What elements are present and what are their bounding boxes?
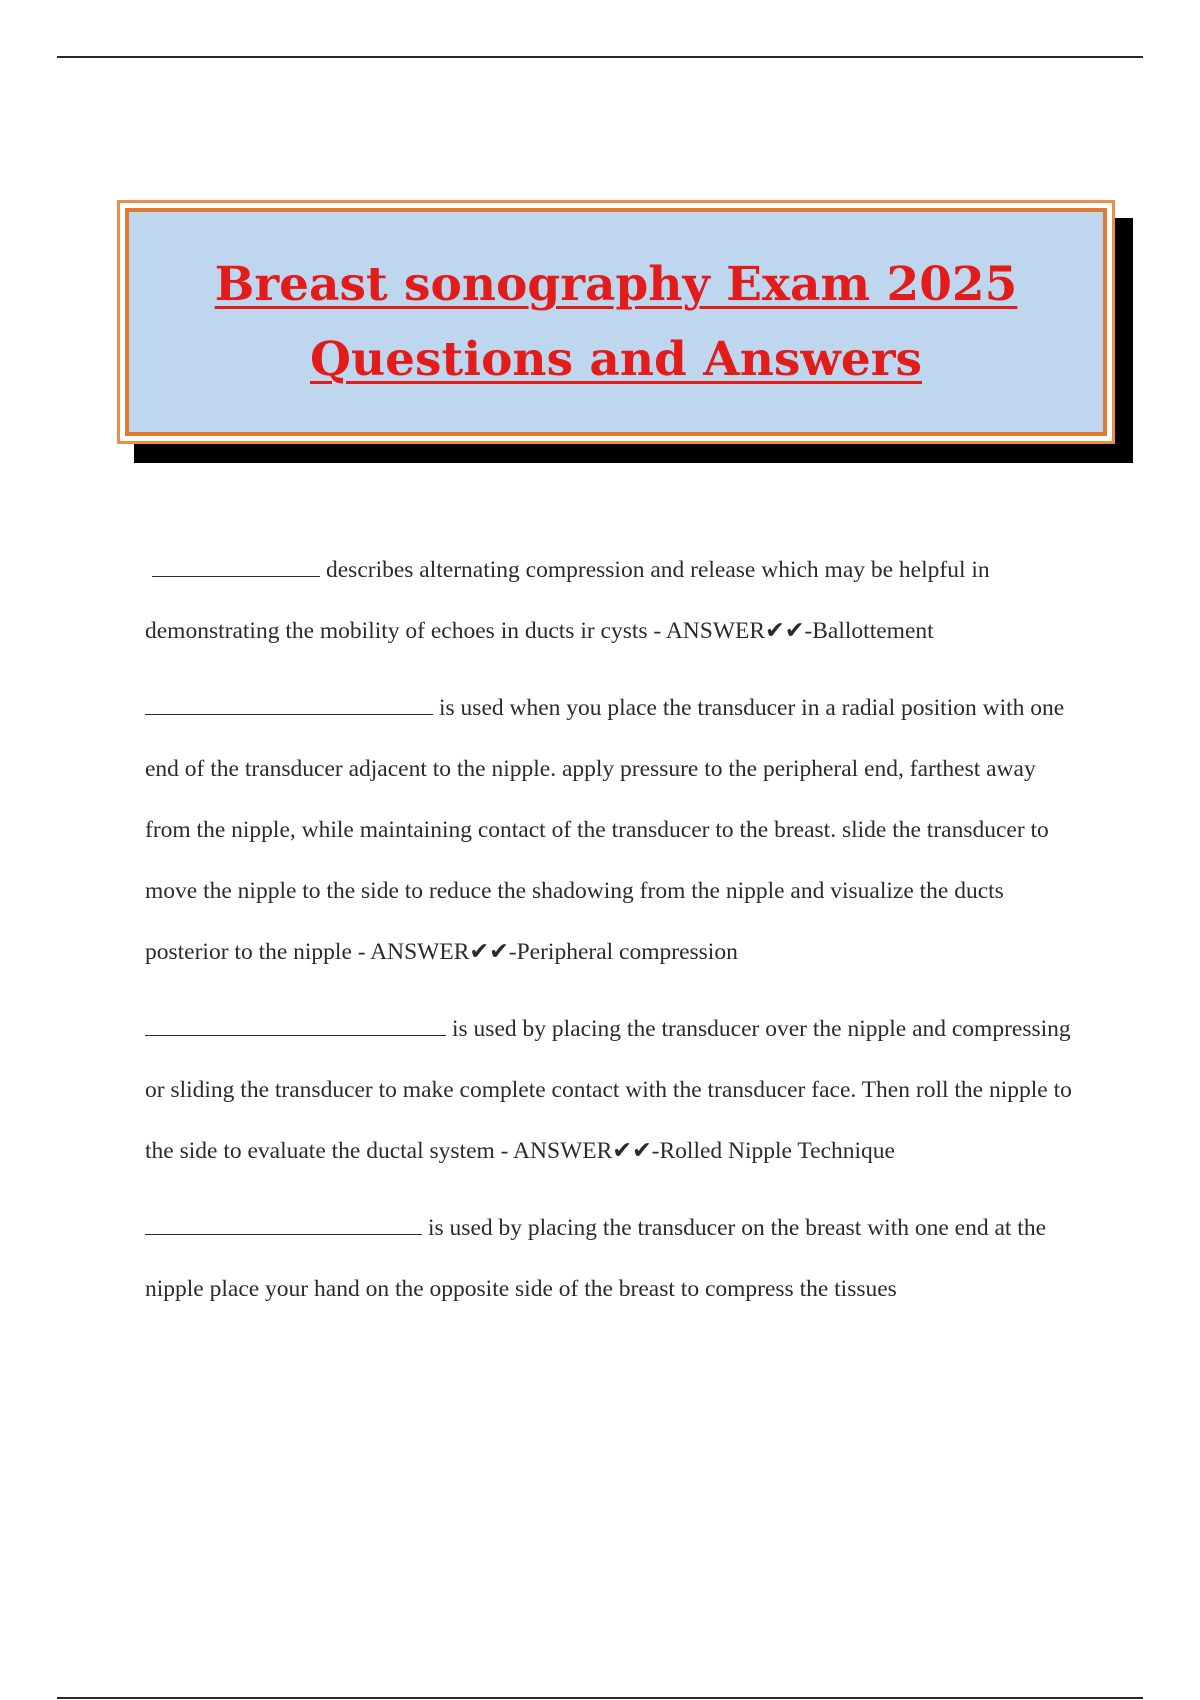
qa-text: is used by placing the transducer over the nipple and compressing or sliding the transducer to make complete contact with the transducer face. Then roll the nipple to the side to evaluate the ductal system - ANSWER✔✔-Rolled Nipple Technique (145, 1016, 1072, 1164)
qa-text: is used by placing the transducer on the breast with one end at the nipple place your hand on the opposite side of the breast to compress the tissues (145, 1215, 1046, 1302)
footer-rule (57, 1697, 1143, 1699)
answer-blank (145, 1214, 422, 1235)
title-box (117, 200, 1115, 444)
header-rule (57, 56, 1143, 58)
title-line-1: Breast sonography Exam 2025 (214, 257, 1018, 312)
title-box-inner (125, 208, 1107, 436)
qa-list (145, 540, 1085, 1336)
answer-blank (152, 556, 320, 577)
qa-item-3 (145, 999, 1085, 1182)
qa-item-1 (145, 540, 1085, 662)
qa-text: is used when you place the transducer in a radial position with one end of the transducer adjacent to the nipple. apply pressure to the peripheral end, farthest away from the nipple, while maintaining contact of the transducer to the breast. slide the transducer to move the nipple to the side to reduce the shadowing from the nipple and visualize the ducts posterior to the nipple - ANSWER✔✔-Peripheral compression (145, 695, 1065, 965)
qa-item-4 (145, 1198, 1085, 1320)
qa-text: describes alternating compression and release which may be helpful in demonstrating the mobility of echoes in ducts ir cysts - ANSWER✔✔-Ballottement (145, 557, 990, 644)
title-line-2: Questions and Answers (310, 332, 922, 387)
qa-item-2 (145, 678, 1085, 983)
answer-blank (145, 694, 433, 715)
answer-blank (145, 1015, 446, 1036)
